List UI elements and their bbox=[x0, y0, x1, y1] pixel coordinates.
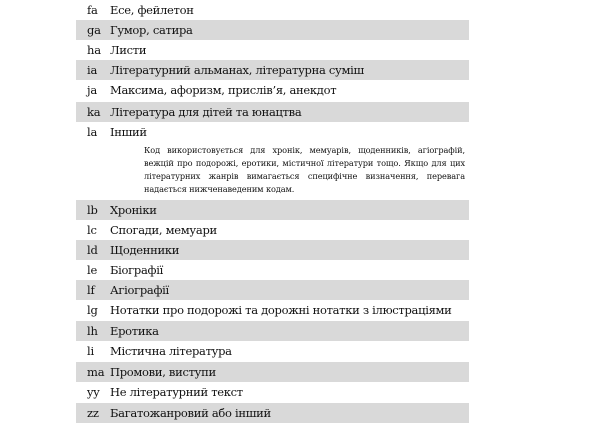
table-row bbox=[76, 321, 469, 341]
genre-label: Нотатки про подорожі та дорожні нотатки з ілюстраціями bbox=[110, 303, 452, 317]
genre-code: lc bbox=[87, 223, 97, 237]
genre-code-table bbox=[76, 0, 469, 423]
table-row bbox=[76, 0, 469, 20]
table-row bbox=[76, 20, 469, 40]
genre-label: Еротика bbox=[110, 324, 159, 338]
table-row bbox=[76, 200, 469, 220]
genre-code: ga bbox=[87, 23, 101, 37]
table-row bbox=[76, 341, 469, 362]
genre-label: Есе, фейлетон bbox=[110, 3, 194, 17]
genre-code: ka bbox=[87, 105, 101, 119]
table-row bbox=[76, 382, 469, 403]
table-row bbox=[76, 80, 469, 102]
genre-code: lf bbox=[87, 283, 95, 297]
genre-label: Хроніки bbox=[110, 203, 157, 217]
genre-code: la bbox=[87, 125, 98, 139]
genre-label: Максима, афоризм, прислів’я, анекдот bbox=[110, 83, 337, 97]
table-row bbox=[76, 403, 469, 423]
genre-code: le bbox=[87, 263, 98, 277]
table-row bbox=[76, 300, 469, 321]
table-row bbox=[76, 102, 469, 122]
table-row bbox=[76, 280, 469, 300]
genre-label: Не літературний текст bbox=[110, 385, 243, 399]
genre-code: zz bbox=[87, 406, 99, 420]
genre-code: li bbox=[87, 344, 94, 358]
genre-label: Промови, виступи bbox=[110, 365, 216, 379]
genre-code: ja bbox=[87, 83, 98, 97]
genre-label: Щоденники bbox=[110, 243, 180, 257]
table-row bbox=[76, 122, 469, 200]
table-row bbox=[76, 260, 469, 280]
genre-code: lg bbox=[87, 303, 98, 317]
genre-label: Спогади, мемуари bbox=[110, 223, 217, 237]
genre-label: Агіографії bbox=[110, 283, 169, 297]
genre-label: Багатожанровий або інший bbox=[110, 406, 271, 420]
table-row bbox=[76, 362, 469, 382]
genre-label: Містична література bbox=[110, 344, 232, 358]
genre-code: ia bbox=[87, 63, 98, 77]
genre-code: fa bbox=[87, 3, 98, 17]
genre-code: lb bbox=[87, 203, 98, 217]
genre-code: ha bbox=[87, 43, 101, 57]
table-row bbox=[76, 40, 469, 60]
genre-note: Код використовується для хронік, мемуарів, щоденників, агіографій, вежцій про подорожі, еротики, містичної літератури тощо. Якщо для цих літературних жанрів вимагається специфічне визначення, перевага надається нижченаведеним кодам. bbox=[144, 145, 465, 194]
table-row bbox=[76, 220, 469, 240]
genre-code: ld bbox=[87, 243, 98, 257]
genre-code: lh bbox=[87, 324, 98, 338]
genre-label: Літературний альманах, літературна суміш bbox=[110, 63, 364, 77]
genre-label: Біографії bbox=[110, 263, 163, 277]
table-row bbox=[76, 60, 469, 80]
genre-label: Гумор, сатира bbox=[110, 23, 193, 37]
genre-code: ma bbox=[87, 365, 105, 379]
genre-label: Листи bbox=[110, 43, 147, 57]
table-row bbox=[76, 240, 469, 260]
genre-label: Література для дітей та юнацтва bbox=[110, 105, 302, 119]
genre-code: yy bbox=[87, 385, 100, 399]
genre-label: Інший bbox=[110, 125, 147, 139]
